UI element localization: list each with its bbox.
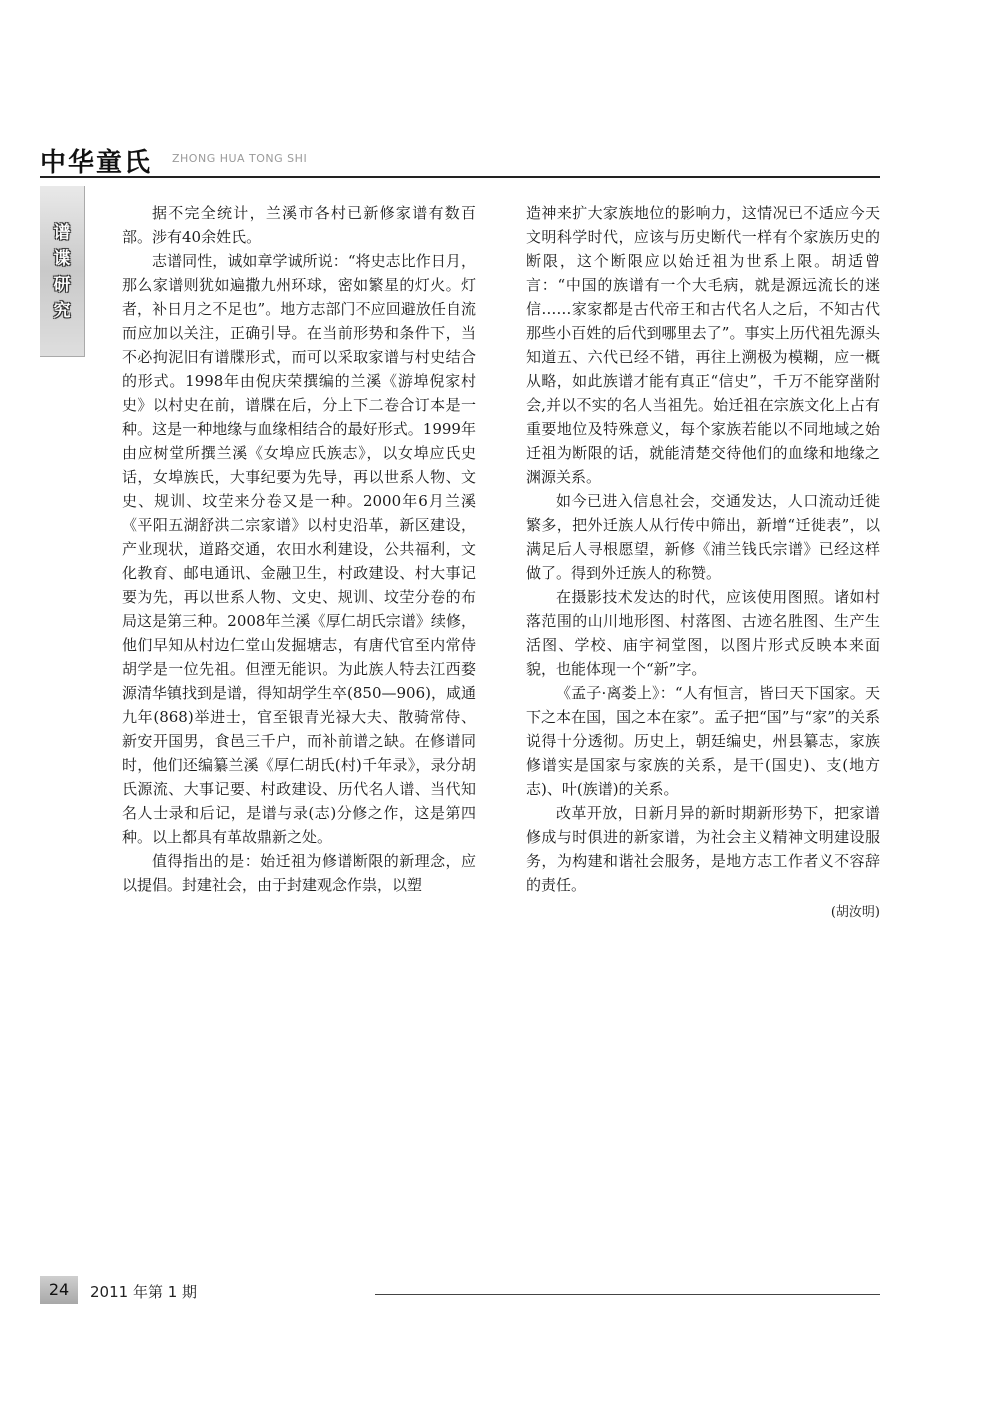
footer-divider: [375, 1294, 880, 1295]
right-paragraph-2: 在摄影技术发达的时代，应该使用图照。诸如村落范围的山川地形图、村落图、古迹名胜图、生产生活图、学校、庙宇祠堂图，以图片形式反映本来面貌，也能体现一个“新”字。: [526, 588, 880, 678]
page-footer: [40, 1276, 880, 1316]
section-tab-label: 谱谍研究: [53, 223, 71, 321]
issue-label: 2011 年第 1 期: [90, 1283, 198, 1301]
left-paragraph-1: 据不完全统计，兰溪市各村已新修家谱有数百部。涉有40余姓氏。: [122, 204, 476, 246]
section-tab: [40, 186, 85, 357]
page-number: 24: [40, 1276, 78, 1304]
left-column: [122, 201, 476, 897]
right-paragraph-1: 如今已进入信息社会，交通发达，人口流动迁徙繁多，把外迁族人从行传中筛出，新增“迁徙表”，以满足后人寻根愿望，新修《浦兰钱氏宗谱》已经这样做了。得到外迁族人的称赞。: [526, 492, 880, 582]
right-paragraph-4: 改革开放，日新月异的新时期新形势下，把家谱修成与时俱进的新家谱，为社会主义精神文明建设服务，为构建和谐社会服务，是地方志工作者义不容辞的责任。: [526, 804, 880, 894]
right-paragraph-3: 《孟子·离娄上》：“人有恒言，皆曰天下国家。天下之本在国，国之本在家”。孟子把“国”与“家”的关系说得十分透彻。历史上，朝廷编史，州县纂志，家族修谱实是国家与家族的关系，是干(国史)、支(地方志)、叶(族谱)的关系。: [526, 684, 880, 798]
left-paragraph-2: 志谱同性，诚如章学诚所说：“将史志比作日月，那么家谱则犹如遍撒九州环球，密如繁星的灯火。灯者，补日月之不足也”。地方志部门不应回避放任自流而应加以关注，正确引导。在当前形势和条件下，当不必拘泥旧有谱牒形式，而可以采取家谱与村史结合的形式。1998年由倪庆荣撰编的兰溪《游埠倪家村史》以村史在前，谱牒在后，分上下二卷合订本是一种。这是一种地缘与血缘相结合的最好形式。1999年由应树堂所撰兰溪《女埠应氏族志》，以女埠应氏史话，女埠族氏，大事纪要为先导，再以世系人物、文史、规训、坟茔来分卷又是一种。2000年6月兰溪《平阳五湖舒洪二宗家谱》以村史沿革，新区建设，产业现状，道路交通，农田水利建设，公共福利，文化教育、邮电通讯、金融卫生，村政建设、村大事记要为先，再以世系人物、文史、规训、坟茔分卷的布局这是第三种。2008年兰溪《厚仁胡氏宗谱》续修，他们早知从村边仁堂山发掘塘志，有唐代官至内常侍胡学是一位先祖。但湮无能识。为此族人特去江西婺源清华镇找到是谱，得知胡学生卒(850—906)，咸通九年(868)举进士，官至银青光禄大夫、散骑常侍、新安开国男，食邑三千户，而补前谱之缺。在修谱同时，他们还编纂兰溪《厚仁胡氏(村)千年录》，录分胡氏源流、大事记要、村政建设、历代名人谱、当代知名人士录和后记，是谱与录(志)分修之作，这是第四种。以上都具有革故鼎新之处。: [122, 252, 476, 846]
author-signature: (胡汝明): [830, 905, 880, 920]
right-column: [526, 201, 880, 925]
left-paragraph-3: 值得指出的是：始迁祖为修谱断限的新理念，应以提倡。封建社会，由于封建观念作祟，以塑: [122, 852, 476, 894]
magazine-title-en: ZHONG HUA TONG SHI: [172, 152, 308, 165]
header-divider: [40, 176, 880, 178]
page-header: [40, 140, 880, 180]
magazine-title-cn: 中华童氏: [40, 148, 153, 178]
right-continuation: 造神来扩大家族地位的影响力，这情况已不适应今天文明科学时代，应该与历史断代一样有个家族历史的断限，这个断限应以始迁祖为世系上限。胡适曾言：“中国的族谱有一个大毛病，就是源远流长的迷信……家家都是古代帝王和古代名人之后，不知古代那些小百姓的后代到哪里去了”。事实上历代祖先源头知道五、六代已经不错，再往上溯极为模糊，应一概从略，如此族谱才能有真正“信史”，千万不能穿凿附会,并以不实的名人当祖先。始迁祖在宗族文化上占有重要地位及特殊意义，每个家族若能以不同地域之始迁祖为断限的话，就能清楚交待他们的血缘和地缘之渊源关系。: [526, 204, 880, 486]
